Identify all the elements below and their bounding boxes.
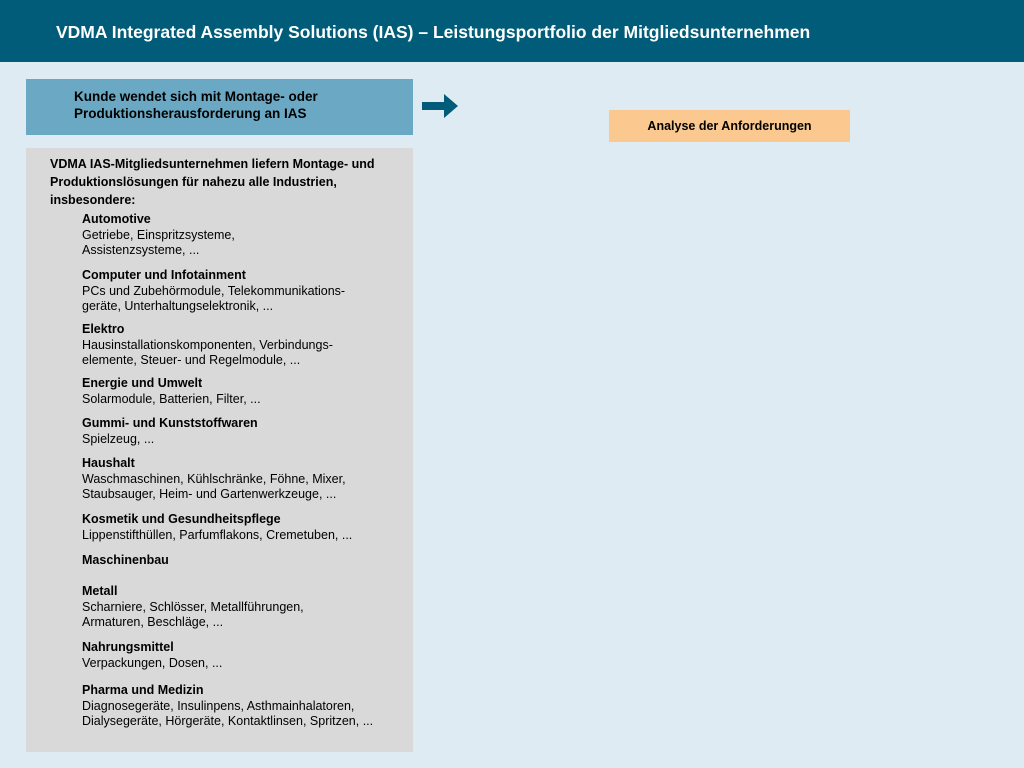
customer-request-box xyxy=(26,79,413,135)
industry-gummi-kunststoff xyxy=(82,416,412,447)
industry-energie-umwelt xyxy=(82,376,412,407)
industry-desc: Armaturen, Beschläge, ... xyxy=(82,615,224,629)
analysis-box xyxy=(609,110,850,142)
industry-desc: Assistenzsysteme, ... xyxy=(82,243,200,257)
industry-automotive xyxy=(82,212,412,259)
industry-desc: Spielzeug, ... xyxy=(82,431,155,446)
industry-nahrungsmittel xyxy=(82,640,412,671)
industry-desc: PCs und Zubehörmodule, Telekommunikations- xyxy=(82,283,346,298)
industry-name: Gummi- und Kunststoffwaren xyxy=(82,416,258,430)
industry-haushalt xyxy=(82,456,412,503)
industry-desc: Solarmodule, Batterien, Filter, ... xyxy=(82,391,261,406)
right-arrow-icon xyxy=(422,93,460,119)
industry-name: Haushalt xyxy=(82,456,135,470)
industry-name: Computer und Infotainment xyxy=(82,268,246,282)
industry-desc: elemente, Steuer- und Regelmodule, ... xyxy=(82,353,301,367)
industry-desc: Hausinstallationskomponenten, Verbindungs- xyxy=(82,337,333,352)
industry-desc: Getriebe, Einspritzsysteme, xyxy=(82,227,235,242)
industry-name: Automotive xyxy=(82,212,151,226)
industry-computer-infotainment xyxy=(82,268,412,315)
industry-elektro xyxy=(82,322,412,369)
industry-pharma-medizin xyxy=(82,683,412,730)
industry-maschinenbau xyxy=(82,553,412,569)
industry-name: Pharma und Medizin xyxy=(82,683,204,697)
industry-desc: Dialysegeräte, Hörgeräte, Kontaktlinsen, Spritzen, ... xyxy=(82,714,374,728)
industry-desc: Staubsauger, Heim- und Gartenwerkzeuge, ... xyxy=(82,487,337,501)
industry-desc: Lippenstifthüllen, Parfumflakons, Cremetuben, ... xyxy=(82,527,353,542)
industry-desc: Scharniere, Schlösser, Metallführungen, xyxy=(82,599,304,614)
industry-name: Metall xyxy=(82,584,118,598)
industry-name: Elektro xyxy=(82,322,125,336)
members-intro: VDMA IAS-Mitgliedsunternehmen liefern Montage- und Produktionslösungen für nahezu alle Industrien, insbesondere: xyxy=(50,157,375,207)
industry-desc: Diagnosegeräte, Insulinpens, Asthmainhalatoren, xyxy=(82,698,355,713)
customer-request-text: Kunde wendet sich mit Montage- oder Produktionsherausforderung an IAS xyxy=(74,89,318,121)
analysis-text: Analyse der Anforderungen xyxy=(647,119,812,133)
page-title: VDMA Integrated Assembly Solutions (IAS) – Leistungsportfolio der Mitgliedsunternehmen xyxy=(56,22,811,42)
industry-name: Maschinenbau xyxy=(82,553,169,567)
header-bar xyxy=(0,0,1024,62)
industry-desc: Waschmaschinen, Kühlschränke, Föhne, Mixer, xyxy=(82,471,346,486)
industry-kosmetik xyxy=(82,512,412,543)
industry-metall xyxy=(82,584,412,631)
industry-name: Energie und Umwelt xyxy=(82,376,203,390)
members-box xyxy=(26,148,413,752)
industry-name: Kosmetik und Gesundheitspflege xyxy=(82,512,281,526)
industry-desc: geräte, Unterhaltungselektronik, ... xyxy=(82,299,274,313)
industry-name: Nahrungsmittel xyxy=(82,640,174,654)
industry-desc: Verpackungen, Dosen, ... xyxy=(82,655,223,670)
